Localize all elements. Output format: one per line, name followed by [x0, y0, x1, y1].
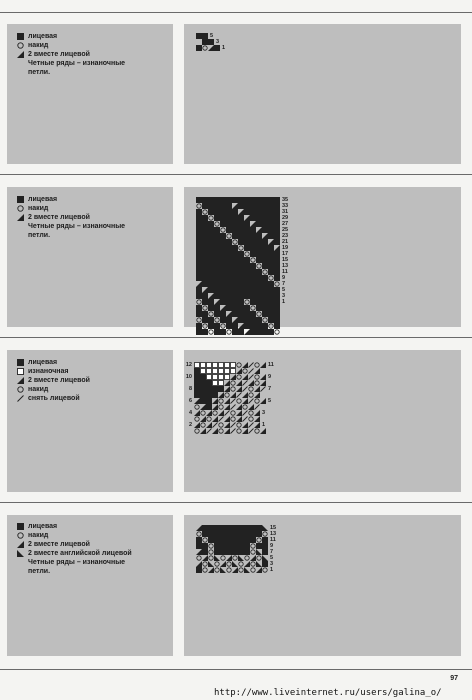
legend-2: [16, 195, 148, 240]
row-number-left: [184, 45, 196, 51]
k2tog-icon: [16, 540, 25, 549]
separator-rule: [0, 502, 472, 503]
separator-rule: [0, 174, 472, 175]
row-number-right: 7: [270, 549, 274, 555]
row-number-right: 35: [282, 197, 289, 203]
separator-rule: [0, 669, 472, 670]
row-number-right: 7: [282, 281, 286, 287]
legend-item: накид: [16, 531, 148, 540]
row-number-right: 1: [222, 45, 226, 51]
legend-4: [16, 522, 148, 576]
knitting-chart-3: [182, 362, 278, 434]
knit-icon: [16, 32, 25, 41]
k2tog-icon: [16, 213, 25, 222]
row-number-right: 13: [270, 531, 277, 537]
knit-icon: [16, 522, 25, 531]
legend-item: накид: [16, 41, 148, 50]
row-number-right: [280, 329, 292, 335]
row-number-right: 9: [282, 275, 286, 281]
row-number-right: 9: [268, 374, 272, 380]
knit-icon: [16, 195, 25, 204]
legend-item: 2 вместе лицевой: [16, 376, 90, 385]
legend-item: лицевая: [16, 522, 148, 531]
page-number: 97: [450, 675, 458, 682]
row-number-right: 11: [282, 269, 288, 275]
row-number-left: 2: [188, 422, 192, 428]
row-number-right: 3: [270, 561, 274, 567]
row-number-left: [184, 329, 196, 335]
slip-stitch-icon: [16, 394, 25, 403]
row-number-right: 3: [262, 410, 266, 416]
row-number-right: 15: [270, 525, 277, 531]
row-number-right: 17: [282, 251, 289, 257]
row-number-right: 3: [282, 293, 286, 299]
row-number-right: 5: [268, 398, 272, 404]
chart-row: [182, 428, 278, 434]
row-number-right: 25: [282, 227, 289, 233]
legend-1: [16, 32, 148, 77]
legend-item: снять лицевой: [16, 394, 90, 403]
row-number-left: [184, 567, 196, 573]
legend-item: накид: [16, 204, 148, 213]
chart-row: [184, 329, 292, 335]
row-number-left: 4: [188, 410, 192, 416]
legend-note: Четные ряды – изнаночные петли.: [28, 223, 126, 239]
row-number-right: 5: [210, 33, 214, 39]
row-number-right: 3: [216, 39, 220, 45]
knit-icon: [16, 358, 25, 367]
yarn-over-icon: [16, 41, 25, 50]
row-number-right: 29: [282, 215, 289, 221]
legend-note: Четные ряды – изнаночные петли.: [28, 559, 126, 575]
knitting-chart-2: [184, 197, 292, 335]
row-number-left: 10: [185, 374, 192, 380]
legend-item: накид: [16, 385, 90, 394]
row-number-right: 13: [282, 263, 289, 269]
row-number-right: 11: [268, 362, 274, 368]
legend-item: лицевая: [16, 32, 148, 41]
row-number-right: 5: [282, 287, 286, 293]
legend-item: лицевая: [16, 358, 90, 367]
legend-3: [16, 358, 90, 403]
knitting-chart-1: [184, 33, 232, 51]
row-number-right: 1: [282, 299, 286, 305]
row-number-right: [266, 428, 278, 434]
chart-row: [184, 45, 232, 51]
row-number-right: 23: [282, 233, 289, 239]
row-number-right: 31: [282, 209, 289, 215]
chart-row: [184, 567, 280, 573]
row-number-left: 12: [185, 362, 192, 368]
row-number-left: [182, 428, 194, 434]
legend-item: 2 вместе лицевой: [16, 540, 148, 549]
yarn-over-icon: [16, 531, 25, 540]
row-number-right: 27: [282, 221, 289, 227]
yarn-over-icon: [16, 385, 25, 394]
k2tog-icon: [16, 50, 25, 59]
legend-item: лицевая: [16, 195, 148, 204]
row-number-left: 8: [188, 386, 192, 392]
row-number-right: 33: [282, 203, 289, 209]
legend-item: 2 вместе лицевой: [16, 50, 148, 59]
legend-note: Четные ряды – изнаночные петли.: [28, 60, 126, 76]
legend-item: 2 вместе английской лицевой: [16, 549, 148, 558]
row-number-right: 19: [282, 245, 289, 251]
legend-item: 2 вместе лицевой: [16, 213, 148, 222]
legend-item: изнаночная: [16, 367, 90, 376]
row-number-right: 7: [268, 386, 272, 392]
row-number-left: 6: [188, 398, 192, 404]
row-number-right: 9: [270, 543, 274, 549]
footer-url: http://www.liveinternet.ru/users/galina_o/: [214, 688, 442, 698]
knitting-chart-4: [184, 525, 280, 573]
row-number-right: 1: [270, 567, 274, 573]
row-number-right: 21: [282, 239, 289, 245]
purl-icon: [16, 367, 25, 376]
row-number-right: 5: [270, 555, 274, 561]
row-number-right: 15: [282, 257, 289, 263]
yarn-over-icon: [16, 204, 25, 213]
row-number-right: 1: [262, 422, 266, 428]
separator-rule: [0, 337, 472, 338]
separator-rule: [0, 12, 472, 13]
ssk-icon: [16, 549, 25, 558]
row-number-right: 11: [270, 537, 276, 543]
k2tog-icon: [16, 376, 25, 385]
